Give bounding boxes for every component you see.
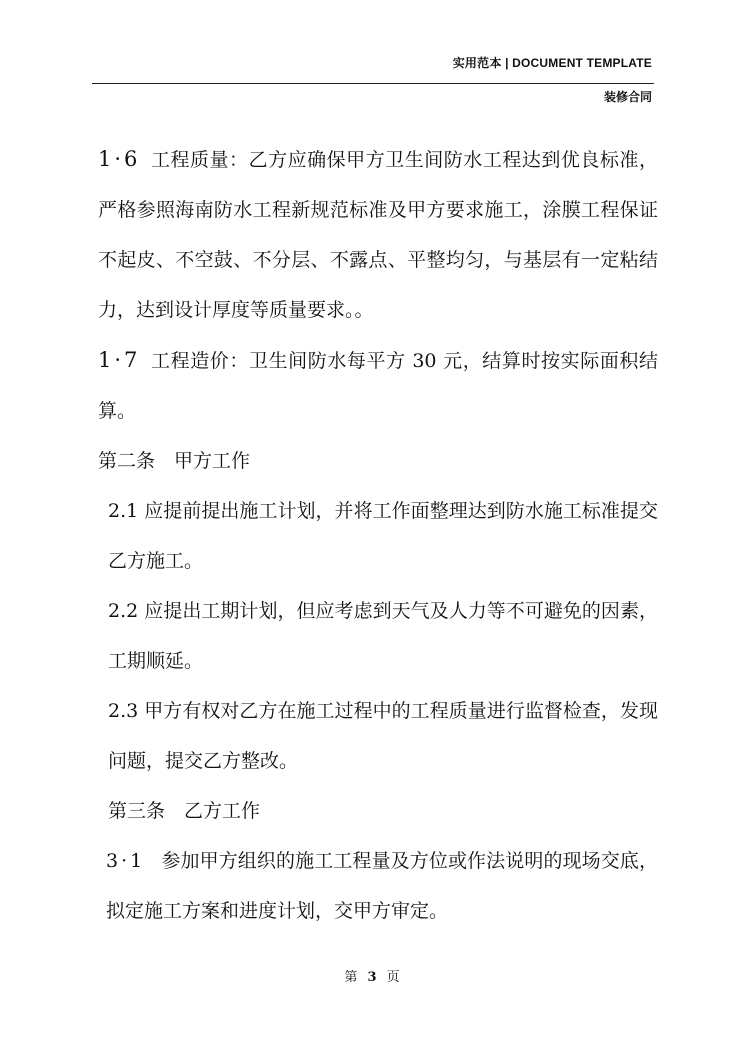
clause-2-2: 2.2 应提出工期计划，但应考虑到天气及人力等不可避免的因素，工期顺延。	[108, 600, 658, 672]
clause-1-6	[98, 134, 658, 335]
header-title: 实用范本 | DOCUMENT TEMPLATE	[452, 56, 652, 70]
header-divider	[92, 83, 654, 84]
clause-number: 1·6	[98, 147, 141, 171]
clause-2-1: 2.1 应提前提出施工计划，并将工作面整理达到防水施工标准提交乙方施工。	[108, 500, 658, 572]
clause-3-1	[98, 836, 658, 936]
clause-text: 参加甲方组织的施工工程量及方位或作法说明的现场交底，拟定施工方案和进度计划，交甲方审定。	[106, 850, 658, 922]
clause-number: 1·7	[98, 348, 141, 372]
clause-1-7	[98, 335, 658, 436]
clause-number: 3·1	[106, 850, 146, 872]
clause-text: 工程造价：卫生间防水每平方 30 元，结算时按实际面积结算。	[98, 350, 658, 422]
document-body	[98, 134, 658, 936]
article-2-heading: 第二条 甲方工作	[98, 450, 251, 472]
footer-suffix: 页	[386, 970, 400, 985]
page-footer	[0, 966, 744, 985]
page-number: 3	[367, 970, 377, 985]
footer-prefix: 第	[344, 970, 358, 985]
header-subtitle: 装修合同	[603, 90, 652, 104]
clause-2-3: 2.3 甲方有权对乙方在施工过程中的工程质量进行监督检查，发现问题，提交乙方整改。	[108, 700, 658, 772]
article-3-heading: 第三条 乙方工作	[108, 800, 261, 822]
clause-text: 工程质量：乙方应确保甲方卫生间防水工程达到优良标准，严格参照海南防水工程新规范标准及甲方要求施工，涂膜工程保证不起皮、不空鼓、不分层、不露点、平整均匀，与基层有一定粘结力，达到设计厚度等质量要求。。	[98, 149, 658, 321]
